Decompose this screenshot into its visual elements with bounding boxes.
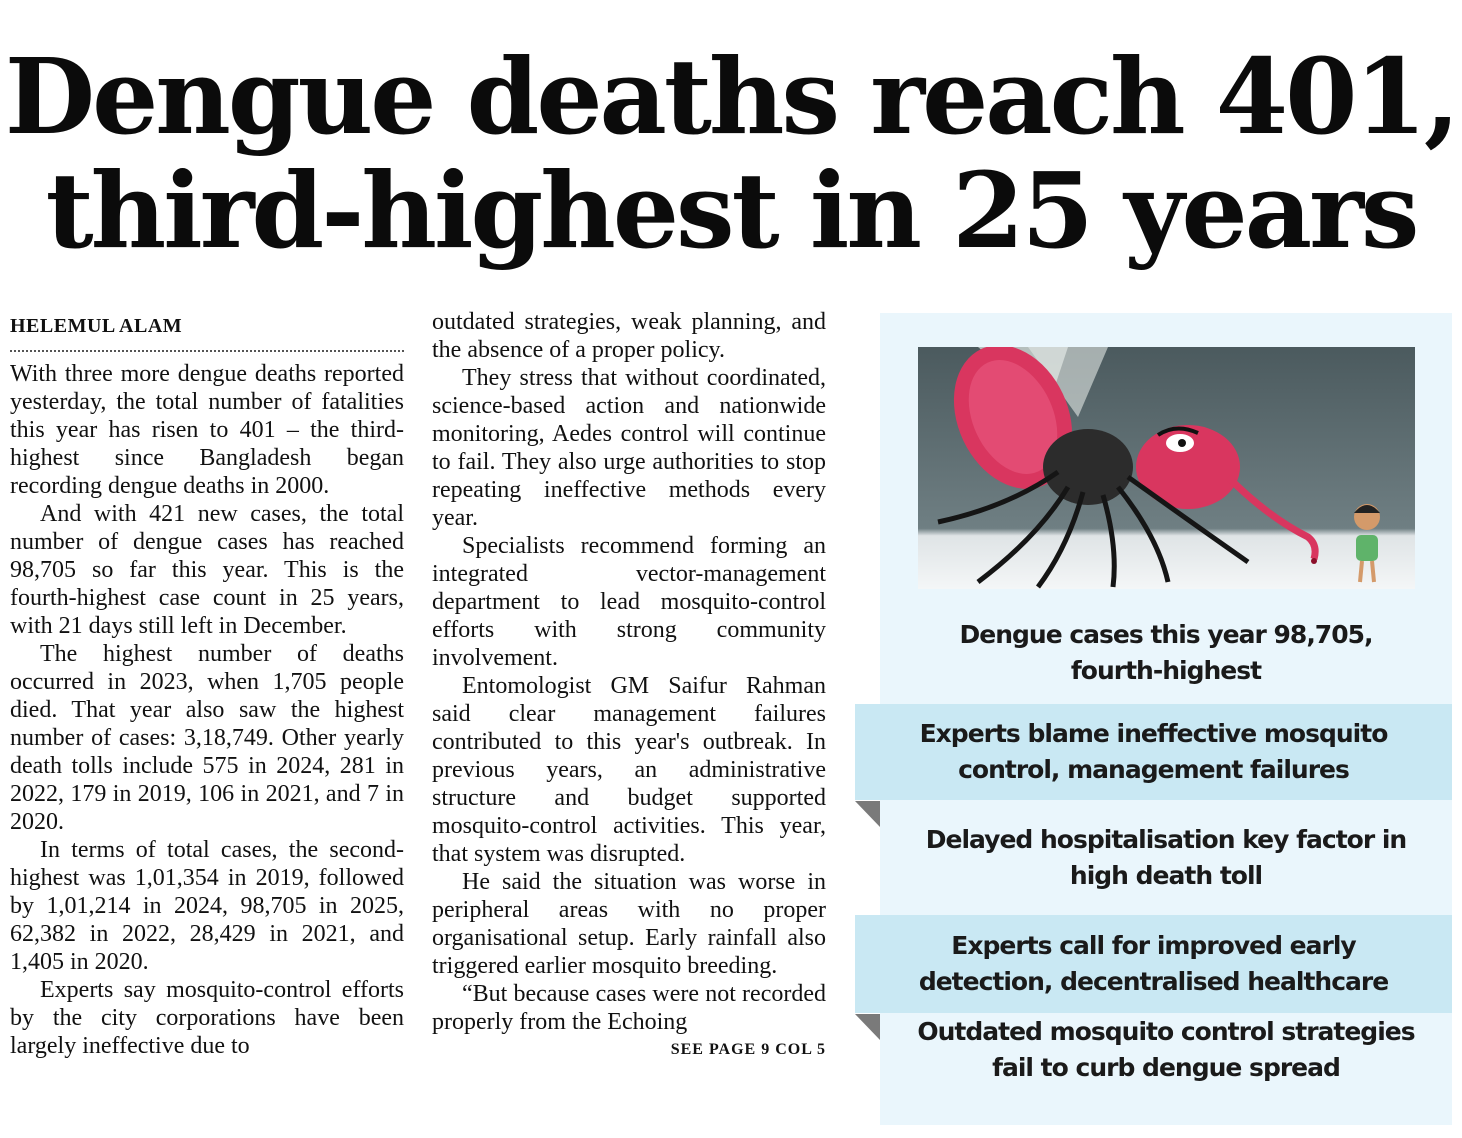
- ribbon-fold-icon: [855, 801, 880, 827]
- paragraph: The highest number of deaths occurred in 2023, when 1,705 people died. That year also saw the highest number of cases: 3,18,749. Other yearly death tolls include 575 in 2024, 281 in 2022, 179 in 2019, 106 in 2021, and 7 in 2020.: [10, 641, 404, 835]
- highlight-text: Dengue cases this year 98,705, fourth-highest: [959, 620, 1373, 685]
- article-column-1: [10, 308, 404, 1060]
- paragraph: They stress that without coordinated, science-based action and nationwide monitoring, Aedes control will continue to fail. They also urge authorities to stop repeating ineffective methods every year.: [432, 365, 826, 531]
- paragraph: outdated strategies, weak planning, and the absence of a proper policy.: [432, 309, 826, 363]
- headline: [0, 35, 1462, 272]
- highlight-item: [855, 704, 1452, 800]
- byline: HELEMUL ALAM: [10, 308, 404, 352]
- mosquito-cartoon-icon: [918, 347, 1415, 589]
- highlight-item: [880, 803, 1452, 913]
- ribbon-fold-icon: [855, 1014, 880, 1040]
- highlight-text: Delayed hospitalisation key factor in high death toll: [925, 825, 1407, 890]
- paragraph: “But because cases were not recorded properly from the Echoing: [432, 981, 826, 1035]
- paragraph: Experts say mosquito-control efforts by the city corporations have been largely ineffective due to: [10, 977, 404, 1059]
- article-column-2: [432, 308, 826, 1064]
- highlight-text: Experts call for improved early detection, decentralised healthcare: [918, 931, 1389, 996]
- continued-jump-line[interactable]: SEE PAGE 9 COL 5: [670, 1041, 826, 1058]
- highlight-text: Outdated mosquito control strategies fail to curb dengue spread: [917, 1017, 1415, 1082]
- paragraph: In terms of total cases, the second-highest was 1,01,354 in 2019, followed by 1,01,214 in 2024, 98,705 in 2025, 62,382 in 2022, 28,429 in 2021, and 1,405 in 2020.: [10, 837, 404, 975]
- highlight-text: Experts blame ineffective mosquito control, management failures: [919, 719, 1388, 784]
- highlight-item: [880, 605, 1452, 701]
- paragraph: With three more dengue deaths reported yesterday, the total number of fatalities this year has risen to 401 – the third-highest since Bangladesh began recording dengue deaths in 2000.: [10, 361, 404, 499]
- highlight-item: [855, 915, 1452, 1013]
- paragraph: And with 421 new cases, the total number of dengue cases has reached 98,705 so far this year. This is the fourth-highest case count in 25 years, with 21 days still left in December.: [10, 501, 404, 639]
- highlight-item: [880, 1015, 1452, 1085]
- paragraph: Specialists recommend forming an integrated vector-management department to lead mosquito-control efforts with strong community involvement.: [432, 533, 826, 671]
- headline-line-1: Dengue deaths reach 401,: [4, 35, 1458, 158]
- paragraph: Entomologist GM Saifur Rahman said clear management failures contributed to this year's outbreak. In previous years, an administrative structure and budget supported mosquito-control activities. This year, that system was disrupted.: [432, 673, 826, 867]
- paragraph: He said the situation was worse in peripheral areas with no proper organisational setup. Early rainfall also triggered earlier mosquito breeding.: [432, 869, 826, 979]
- headline-line-2: third-highest in 25 years: [45, 149, 1417, 272]
- mosquito-cartoon-illustration: [918, 347, 1415, 589]
